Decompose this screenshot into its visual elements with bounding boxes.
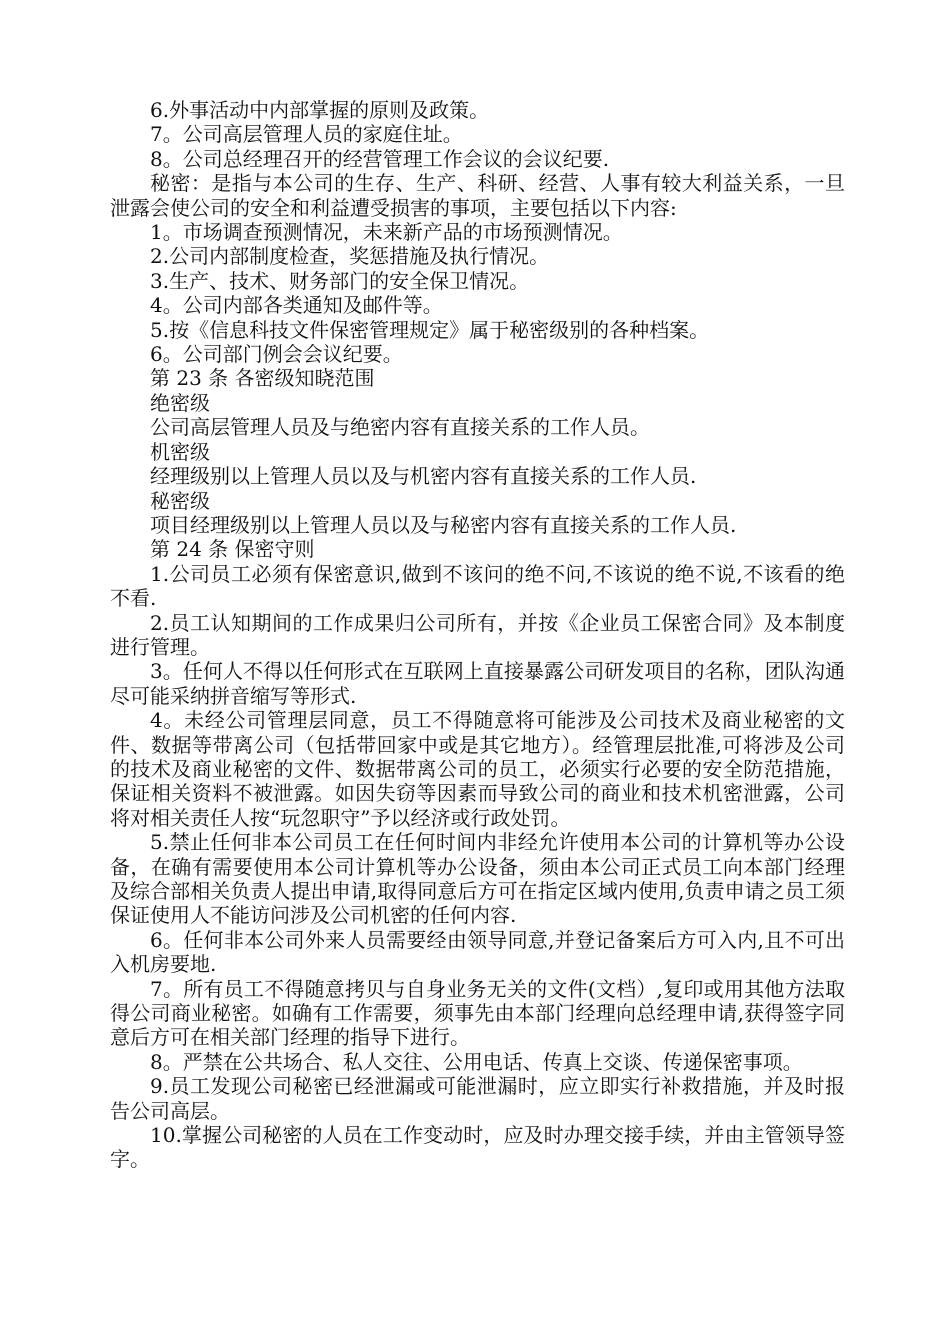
rule-1: 1.公司员工必须有保密意识,做到不该问的绝不问,不该说的绝不说,不该看的绝不看. xyxy=(110,561,845,611)
rule-2: 2.员工认知期间的工作成果归公司所有，并按《企业员工保密合同》及本制度进行管理。 xyxy=(110,610,845,659)
rule-6: 6。任何非本公司外来人员需要经由领导同意,并登记备案后方可入内,且不可出入机房要地. xyxy=(110,927,845,977)
secret-level-label: 秘密级 xyxy=(150,488,210,513)
rule-9: 9.员工发现公司秘密已经泄漏或可能泄漏时，应立即实行补救措施，并及时报告公司高层。 xyxy=(110,1074,845,1123)
secret-item-4: 4。公司内部各类通知及邮件等。 xyxy=(150,293,443,318)
secret-scope: 项目经理级别以上管理人员以及与秘密内容有直接关系的工作人员. xyxy=(150,512,737,537)
article-23-heading: 第 23 条 各密级知晓范围 xyxy=(150,366,375,391)
rule-5: 5.禁止任何非本公司员工在任何时间内非经允许使用本公司的计算机等办公设备，在确有需要使用本公司计算机等办公设备，须由本公司正式员工向本部门经理及综合部相关负责人提出申请,取得同意后方可在指定区域内使用,负责申请之员工须保证使用人不能访问涉及公司机密的任何内容. xyxy=(110,830,845,928)
document-body xyxy=(110,98,845,1172)
secret-item-6: 6。公司部门例会会议纪要。 xyxy=(150,342,403,367)
rule-4: 4。未经公司管理层同意，员工不得随意将可能涉及公司技术及商业秘密的文件、数据等带离公司（包括带回家中或是其它地方）。经管理层批准,可将涉及公司的技术及商业秘密的文件、数据带离公司的员工，必须实行必要的安全防范措施，保证相关资料不被泄露。如因失窃等因素而导致公司的商业和技术机密泄露，公司将对相关责任人按“玩忽职守”予以经济或行政处罚。 xyxy=(110,708,845,830)
secret-item-1: 1。市场调查预测情况，未来新产品的市场预测情况。 xyxy=(150,220,623,245)
secret-item-2: 2.公司内部制度检查，奖惩措施及执行情况。 xyxy=(150,244,550,269)
list-item-6-foreign-affairs: 6.外事活动中内部掌握的原则及政策。 xyxy=(150,98,490,122)
top-secret-level-label: 绝密级 xyxy=(150,390,210,415)
list-item-7-home-address: 7。公司高层管理人员的家庭住址。 xyxy=(150,122,463,147)
confidential-level-label: 机密级 xyxy=(150,439,210,464)
secret-item-5: 5.按《信息科技文件保密管理规定》属于秘密级别的各种档案。 xyxy=(150,317,710,342)
top-secret-scope: 公司高层管理人员及与绝密内容有直接关系的工作人员。 xyxy=(150,415,650,440)
article-24-heading: 第 24 条 保密守则 xyxy=(150,537,315,562)
rule-8: 8。严禁在公共场合、私人交往、公用电话、传真上交谈、传递保密事项。 xyxy=(150,1049,803,1074)
secret-item-3: 3.生产、技术、财务部门的安全保卫情况。 xyxy=(150,268,530,293)
rule-10: 10.掌握公司秘密的人员在工作变动时，应及时办理交接手续，并由主管领导签字。 xyxy=(110,1123,845,1172)
list-item-8-meeting-minutes: 8。公司总经理召开的经营管理工作会议的会议纪要. xyxy=(150,146,610,171)
confidential-scope: 经理级别以上管理人员以及与机密内容有直接关系的工作人员. xyxy=(150,464,697,489)
rule-3: 3。任何人不得以任何形式在互联网上直接暴露公司研发项目的名称，团队沟通尽可能采纳拼音缩写等形式. xyxy=(110,659,845,708)
secret-definition: 秘密：是指与本公司的生存、生产、科研、经营、人事有较大利益关系，一旦泄露会使公司的安全和利益遭受损害的事项，主要包括以下内容: xyxy=(110,171,845,220)
rule-7: 7。所有员工不得随意拷贝与自身业务无关的文件(文档）,复印或用其他方法取得公司商业秘密。如确有工作需要，须事先由本部门经理向总经理申请,获得签字同意后方可在相关部门经理的指导下进行。 xyxy=(110,976,845,1050)
